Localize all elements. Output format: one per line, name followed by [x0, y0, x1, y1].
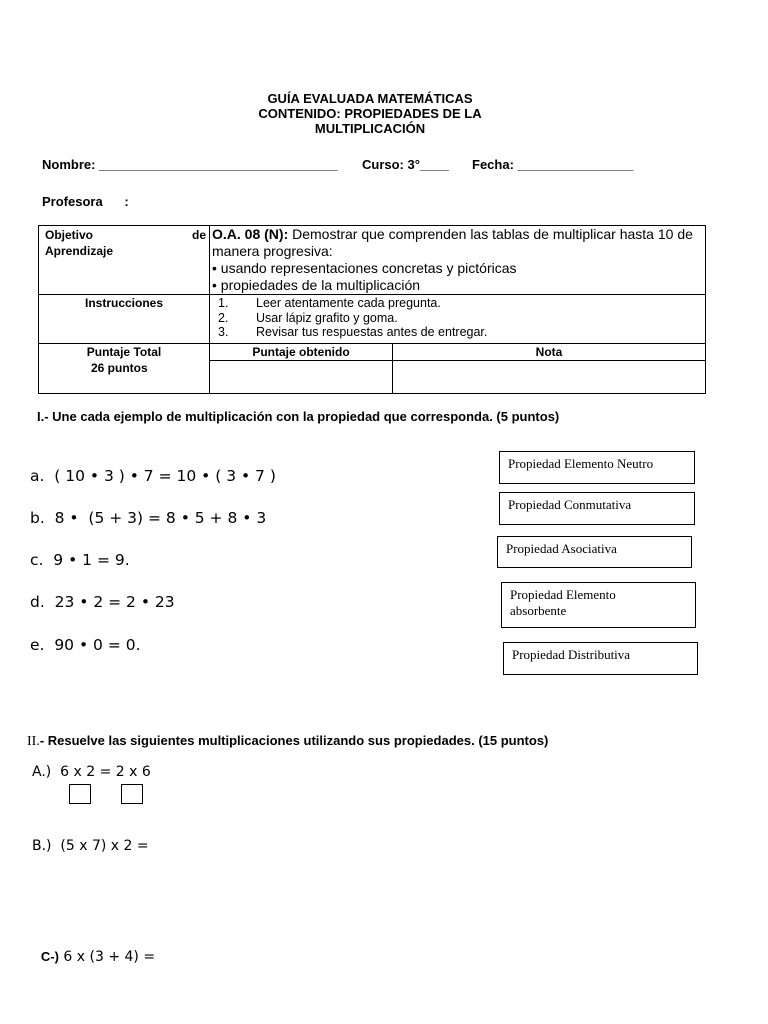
property-distributiva[interactable]: Propiedad Distributiva [503, 642, 698, 675]
info-table [38, 225, 706, 394]
instrucciones-label: Instrucciones [84, 296, 164, 310]
item-c-label: C-) [40, 949, 59, 964]
property-asociativa[interactable]: Propiedad Asociativa [497, 536, 692, 568]
item-b: B.) (5 x 7) x 2 = [32, 838, 149, 854]
puntaje-total-value: 26 puntos [91, 361, 148, 375]
objetivo-text: Demostrar que comprenden las tablas de multiplicar hasta 10 de manera progresiva: [212, 226, 693, 259]
section-2-title [27, 733, 548, 750]
example-d: d. 23 • 2 = 2 • 23 [30, 593, 175, 611]
profesora-field[interactable]: Profesora : [42, 194, 129, 209]
nota-cell [393, 344, 706, 394]
nota-label: Nota [393, 344, 705, 361]
title-line-3: MULTIPLICACIÓN [314, 121, 426, 136]
instruccion-item: 2. Usar lápiz grafito y goma. [218, 310, 398, 325]
puntaje-obtenido-cell [210, 344, 393, 394]
objetivo-code: O.A. 08 (N): [212, 226, 289, 242]
item-c-expression: 6 x (3 + 4) = [58, 949, 156, 965]
instruccion-item: 3. Revisar tus respuestas antes de entregar. [218, 325, 488, 339]
nota-input[interactable] [393, 361, 705, 393]
objetivo-bullet-1: • usando representaciones concretas y pictóricas [212, 260, 517, 276]
title-line-1: GUÍA EVALUADA MATEMÁTICAS [267, 91, 473, 106]
example-c: c. 9 • 1 = 9. [30, 551, 130, 569]
title-line-2: CONTENIDO: PROPIEDADES DE LA [258, 106, 482, 121]
section-2-title-text: - Resuelve las siguientes multiplicaciones utilizando sus propiedades. (15 puntos) [39, 733, 549, 748]
objetivo-text-cell [210, 226, 706, 295]
section-1-title: I.- Une cada ejemplo de multiplicación con la propiedad que corresponda. (5 puntos) [37, 409, 560, 424]
objetivo-label: Objetivo [45, 228, 94, 242]
example-b: b. 8 • (5 + 3) = 8 • 5 + 8 • 3 [30, 509, 267, 527]
instrucciones-list [210, 296, 705, 340]
aprendizaje-label: Aprendizaje [45, 244, 114, 258]
puntaje-total-label: Puntaje Total [86, 345, 162, 359]
answer-box-1[interactable] [69, 784, 91, 804]
objetivo-label-cell [39, 226, 210, 295]
answer-box-2[interactable] [121, 784, 143, 804]
puntaje-obtenido-label: Puntaje obtenido [210, 344, 392, 361]
instrucciones-cell [210, 295, 706, 344]
instrucciones-label-cell [39, 295, 210, 344]
curso-field[interactable]: Curso: 3°____ [362, 157, 449, 172]
property-elemento-absorbente[interactable]: Propiedad Elemento absorbente [501, 582, 696, 628]
instruccion-item: 1. Leer atentamente cada pregunta. [218, 296, 441, 310]
example-e: e. 90 • 0 = 0. [30, 636, 141, 654]
property-conmutativa[interactable]: Propiedad Conmutativa [499, 492, 695, 525]
item-c [32, 933, 155, 965]
objetivo-label-de: de [191, 228, 206, 242]
objetivo-bullet-2: • propiedades de la multiplicación [212, 277, 421, 293]
property-elemento-neutro[interactable]: Propiedad Elemento Neutro [499, 451, 695, 484]
fecha-field[interactable]: Fecha: ________________ [472, 157, 634, 172]
item-a: A.) 6 x 2 = 2 x 6 [32, 764, 151, 780]
puntaje-total-cell [39, 344, 210, 394]
page-title [0, 91, 740, 136]
example-a: a. ( 10 • 3 ) • 7 = 10 • ( 3 • 7 ) [30, 467, 276, 485]
section-2-title-prefix: II. [27, 734, 40, 749]
puntaje-obtenido-input[interactable] [210, 361, 392, 393]
nombre-field[interactable]: Nombre: _________________________________ [42, 157, 338, 172]
